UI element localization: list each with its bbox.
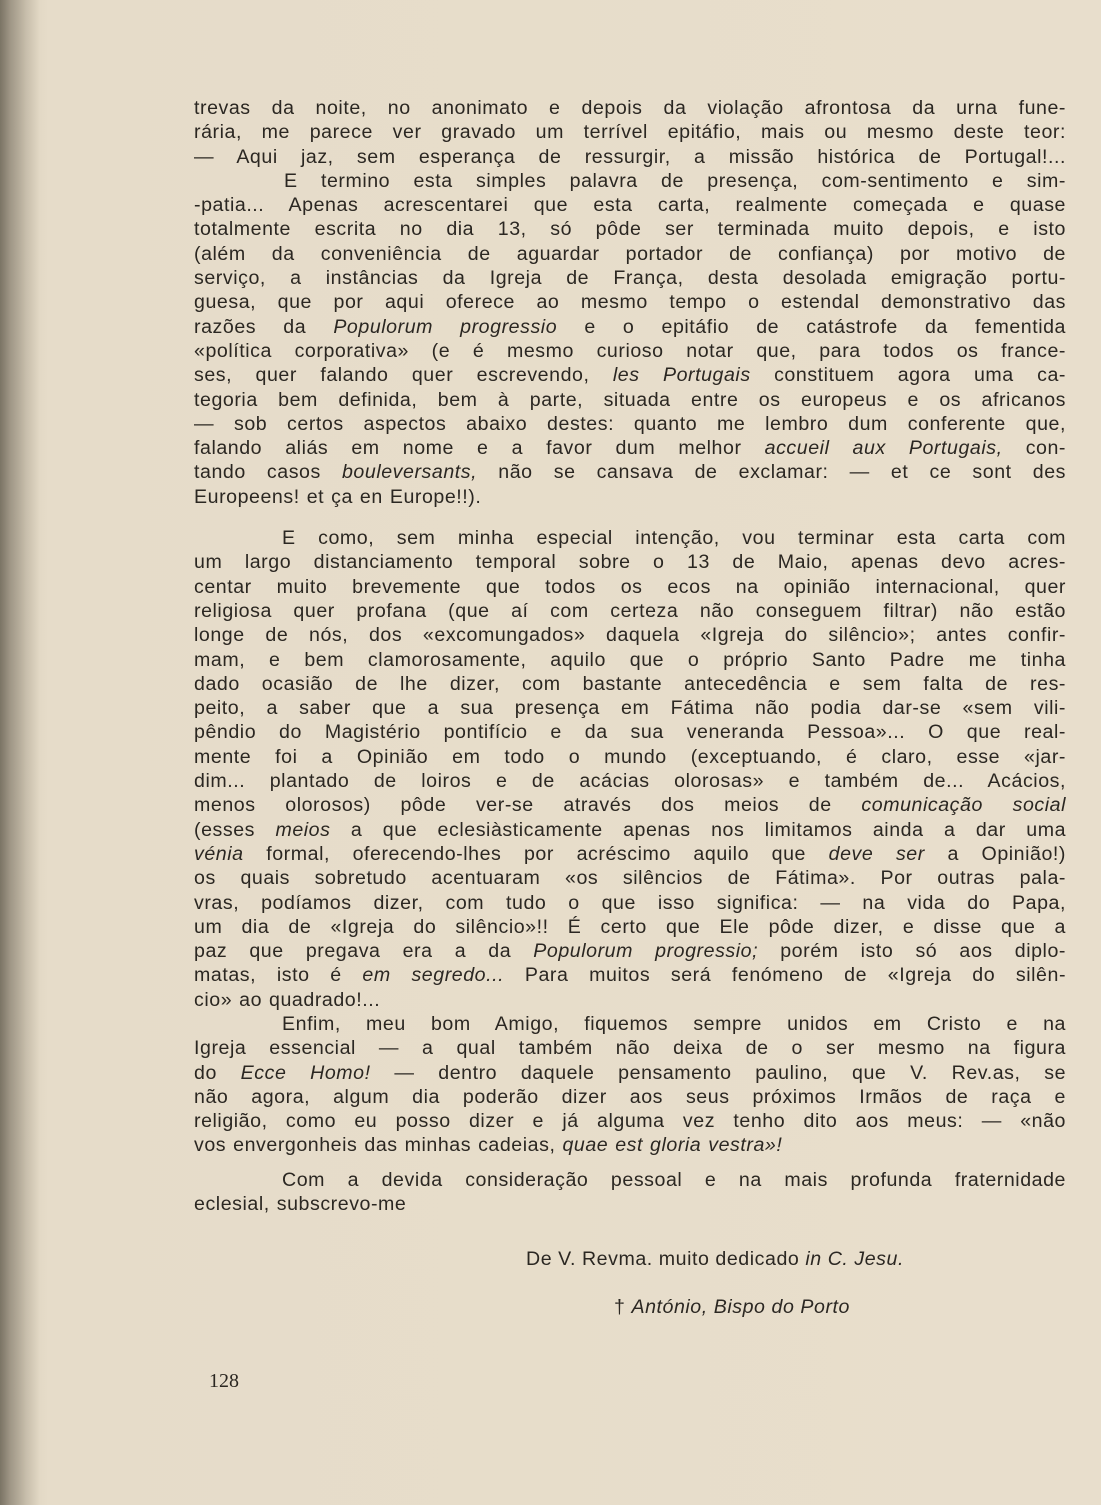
text-line: Europeens! et ça en Europe!!).	[194, 485, 482, 508]
italic-word: meios	[275, 818, 331, 841]
text-line: não agora, algum dia poderão dizer aos seus próximos Irmãos de raça e	[194, 1085, 1066, 1108]
text-fragment: razões da	[194, 315, 307, 338]
text-fragment: e o epitáfio de catástrofe da fementida	[584, 315, 1067, 338]
text-line: religiosa quer profana (que aí com certeza não conseguem filtrar) não estão	[194, 599, 1066, 622]
text-line: vras, podíamos dizer, com tudo o que isso significa: — na vida do Papa,	[194, 891, 1066, 914]
text-line: trevas da noite, no anonimato e depois da violação afrontosa da urna fune-	[194, 97, 1066, 119]
text-line: peito, a saber que a sua presença em Fátima não podia dar-se «sem vili-	[194, 697, 1066, 720]
text-line: um dia de «Igreja do silêncio»!! É certo que Ele pôde dizer, e disse que a	[194, 915, 1066, 938]
signature-name: António, Bispo do Porto	[631, 1296, 850, 1318]
text-line	[194, 1061, 1066, 1085]
text-line	[194, 436, 1066, 460]
text-line: eclesial, subscrevo-me	[194, 1193, 407, 1216]
italic-title: Populorum progressio;	[533, 940, 759, 963]
text-line	[194, 963, 1066, 987]
closing-italic: in C. Jesu.	[805, 1248, 904, 1270]
text-fragment: a que eclesiàsticamente apenas nos limitamos ainda a dar uma	[350, 818, 1067, 841]
text-line: os quais sobretudo acentuaram «os silêncios de Fátima». Por outras pala-	[194, 867, 1066, 890]
text-line: mam, e bem clamorosamente, aquilo que o próprio Santo Padre me tinha	[194, 648, 1066, 671]
text-fragment: vos envergonheis das minhas cadeias,	[194, 1134, 556, 1157]
italic-phrase: les Portugais	[612, 364, 751, 387]
text-line	[194, 939, 1066, 963]
text-line: — sob certos aspectos abaixo destes: quanto me lembro dum conferente que,	[194, 412, 1066, 435]
page-number: 128	[209, 1370, 239, 1392]
text-line: tegoria bem definida, bem à parte, situada entre os europeus e os africanos	[194, 388, 1066, 411]
italic-phrase: accueil aux Portugais,	[764, 437, 1003, 460]
text-line: Igreja essencial — a qual também não deixa de o ser mesmo na figura	[194, 1037, 1066, 1060]
text-line	[194, 842, 1066, 866]
paragraph-gap	[194, 509, 1066, 526]
text-fragment: formal, oferecendo-lhes por acréscimo aquilo que	[266, 842, 806, 865]
italic-title: Populorum progressio	[333, 315, 558, 338]
text-fragment: matas, isto é	[194, 964, 342, 987]
cross-icon: †	[614, 1296, 626, 1318]
text-line	[194, 818, 1066, 842]
text-line	[194, 1133, 1066, 1157]
text-line: longe de nós, dos «excomungados» daquela «Igreja do silêncio»; antes confir-	[194, 624, 1066, 647]
text-line: serviço, a instâncias da Igreja de França, desta desolada emigração portu-	[194, 267, 1066, 290]
text-line: «política corporativa» (e é mesmo curioso notar que, para todos os france-	[194, 339, 1066, 362]
text-line: -patia... Apenas acrescentarei que esta carta, realmente começada e quase	[194, 194, 1066, 217]
letter-body	[194, 96, 1066, 1216]
text-fragment: — dentro daquele pensamento paulino, que V. Rev.as, se	[394, 1061, 1067, 1084]
paragraph-gap	[194, 1158, 1066, 1168]
text-line	[194, 315, 1066, 339]
text-fragment: a Opinião!)	[947, 842, 1066, 865]
text-line: — Aqui jaz, sem esperança de ressurgir, a missão histórica de Portugal!...	[194, 145, 1066, 168]
text-line	[194, 363, 1066, 387]
signature	[614, 1296, 850, 1319]
text-fragment: paz que pregava era a da	[194, 940, 512, 963]
closing-line	[526, 1248, 904, 1271]
text-fragment: con-	[1025, 437, 1067, 460]
text-fragment: falando aliás em nome e a favor dum melhor	[194, 437, 742, 460]
text-line: centar muito brevemente que todos os ecos na opinião internacional, quer	[194, 575, 1066, 598]
text-line: E como, sem minha especial intenção, vou terminar esta carta com	[282, 527, 1066, 550]
text-line: dado ocasião de lhe dizer, com bastante antecedência e sem falta de res-	[194, 672, 1066, 695]
text-line: totalmente escrita no dia 13, só pôde ser terminada muito depois, e isto	[194, 218, 1066, 241]
italic-phrase: deve ser	[828, 842, 925, 865]
text-line: um largo distanciamento temporal sobre o 13 de Maio, apenas devo acres-	[194, 551, 1066, 574]
text-fragment: porém isto só aos diplo-	[780, 940, 1066, 963]
text-fragment: menos olorosos) pôde ver-se através dos meios de	[194, 794, 832, 817]
page-gutter	[0, 0, 40, 1505]
text-fragment: tando casos	[194, 461, 321, 484]
italic-word: vénia	[194, 842, 244, 865]
text-line: cio» ao quadrado!...	[194, 988, 381, 1011]
text-fragment: do	[194, 1061, 217, 1084]
text-line: Com a devida consideração pessoal e na mais profunda fraternidade	[282, 1168, 1066, 1191]
text-line: rária, me parece ver gravado um terrível epitáfio, mais ou mesmo deste teor:	[194, 121, 1066, 144]
text-line: Enfim, meu bom Amigo, fiquemos sempre unidos em Cristo e na	[282, 1012, 1066, 1035]
text-line	[194, 460, 1066, 484]
italic-phrase: em segredo...	[362, 964, 505, 987]
closing-prefix: De V. Revma. muito dedicado	[526, 1248, 800, 1270]
text-line: (além da conveniência de aguardar portador de confiança) por motivo de	[194, 242, 1066, 265]
text-line: dim... plantado de loiros e de acácias olorosas» e também de... Acácios,	[194, 770, 1066, 793]
text-fragment: Para muitos será fenómeno de «Igreja do silên-	[524, 964, 1067, 987]
text-line: mente foi a Opinião em todo o mundo (exceptuando, é claro, esse «jar-	[194, 745, 1066, 768]
text-fragment: não se cansava de exclamar: — et ce sont des	[498, 461, 1066, 484]
text-fragment: ses, quer falando quer escrevendo,	[194, 364, 590, 387]
text-line: religião, como eu posso dizer e já alguma vez tenho dito aos meus: — «não	[194, 1110, 1066, 1133]
text-line: guesa, que por aqui oferece ao mesmo tempo o estendal demonstrativo das	[194, 291, 1066, 314]
italic-phrase: Ecce Homo!	[240, 1061, 371, 1084]
text-fragment: constituem agora uma ca-	[774, 364, 1066, 387]
text-line: pêndio do Magistério pontifício e da sua veneranda Pessoa»... O que real-	[194, 721, 1066, 744]
italic-phrase: quae est gloria vestra»!	[562, 1134, 783, 1157]
italic-phrase: comunicação social	[861, 794, 1067, 817]
text-line: E termino esta simples palavra de presença, com-sentimento e sim-	[284, 169, 1066, 192]
text-fragment: (esses	[194, 818, 256, 841]
italic-phrase: bouleversants,	[341, 461, 478, 484]
text-line	[194, 793, 1066, 817]
